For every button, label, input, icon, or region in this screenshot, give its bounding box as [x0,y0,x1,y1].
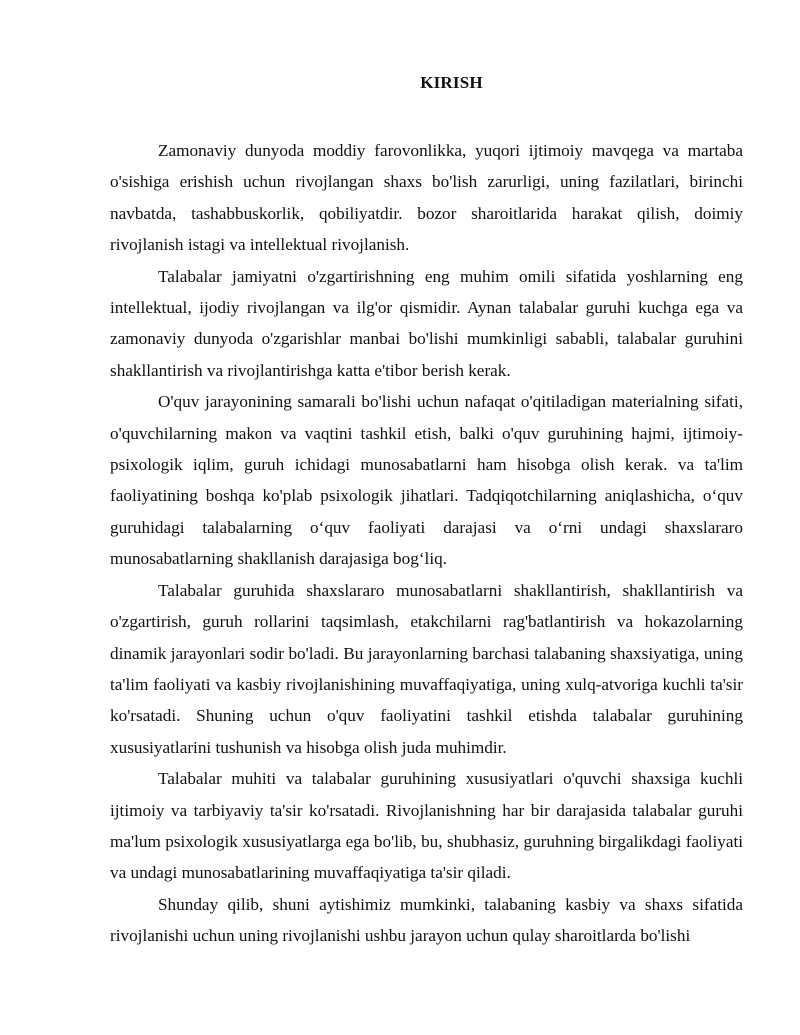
paragraph: Talabalar jamiyatni o'zgartirishning eng muhim omili sifatida yoshlarning eng intellektual, ijodiy rivojlangan va ilg'or qismidir. Aynan talabalar guruhi kuchga ega va zamonaviy dunyoda o'zgarishlar manbai bo'lishi mumkinligi sababli, talabalar guruhini shakllantirish va rivojlantirishga katta e'tibor berish kerak. [110,266,743,380]
paragraph: O'quv jarayonining samarali bo'lishi uchun nafaqat o'qitiladigan materialning sifati, o'quvchilarning makon va vaqtini tashkil etish, balki o'quv guruhining hajmi, ijtimoiy-psixologik iqlim, guruh ichidagi munosabatlarni ham hisobga olish kerak. va ta'lim faoliyatining boshqa ko'plab psixologik jihatlari. Tadqiqotchilarning aniqlashicha, o‘quv guruhidagi talabalarning o‘quv faoliyati darajasi va o‘rni undagi shaxslararo munosabatlarning shakllanish darajasiga bog‘liq. [110,392,743,569]
paragraph: Zamonaviy dunyoda moddiy farovonlikka, yuqori ijtimoiy mavqega va martaba o'sishiga erishish uchun rivojlangan shaxs bo'lish zarurligi, uning fazilatlari, birinchi navbatda, tashabbuskorlik, qobiliyatdir. bozor sharoitlarida harakat qilish, doimiy rivojlanish istagi va intellektual rivojlanish. [110,141,743,255]
document-body [110,135,743,952]
paragraph: Talabalar guruhida shaxslararo munosabatlarni shakllantirish, shakllantirish va o'zgartirish, guruh rollarini taqsimlash, etakchilarni rag'batlantirish va hokazolarning dinamik jarayonlari sodir bo'ladi. Bu jarayonlarning barchasi talabaning shaxsiyatiga, uning ta'lim faoliyati va kasbiy rivojlanishining muvaffaqiyatiga, uning xulq-atvoriga kuchli ta'sir ko'rsatadi. Shuning uchun o'quv faoliyatini tashkil etishda talabalar guruhining xususiyatlarini tushunish va hisobga olish juda muhimdir. [110,580,743,757]
page-title: KIRISH [420,73,483,92]
paragraph: Talabalar muhiti va talabalar guruhining xususiyatlari o'quvchi shaxsiga kuchli ijtimoiy va tarbiyaviy ta'sir ko'rsatadi. Rivojlanishning har bir darajasida talabalar guruhi ma'lum psixologik xususiyatlarga ega bo'lib, bu, shubhasiz, guruhning birgalikdagi faoliyati va undagi munosabatlarining muvaffaqiyatiga ta'sir qiladi. [110,769,743,883]
paragraph: Shunday qilib, shuni aytishimiz mumkinki, talabaning kasbiy va shaxs sifatida rivojlanishi uchun uning rivojlanishi ushbu jarayon uchun qulay sharoitlarda bo'lishi [110,894,743,946]
